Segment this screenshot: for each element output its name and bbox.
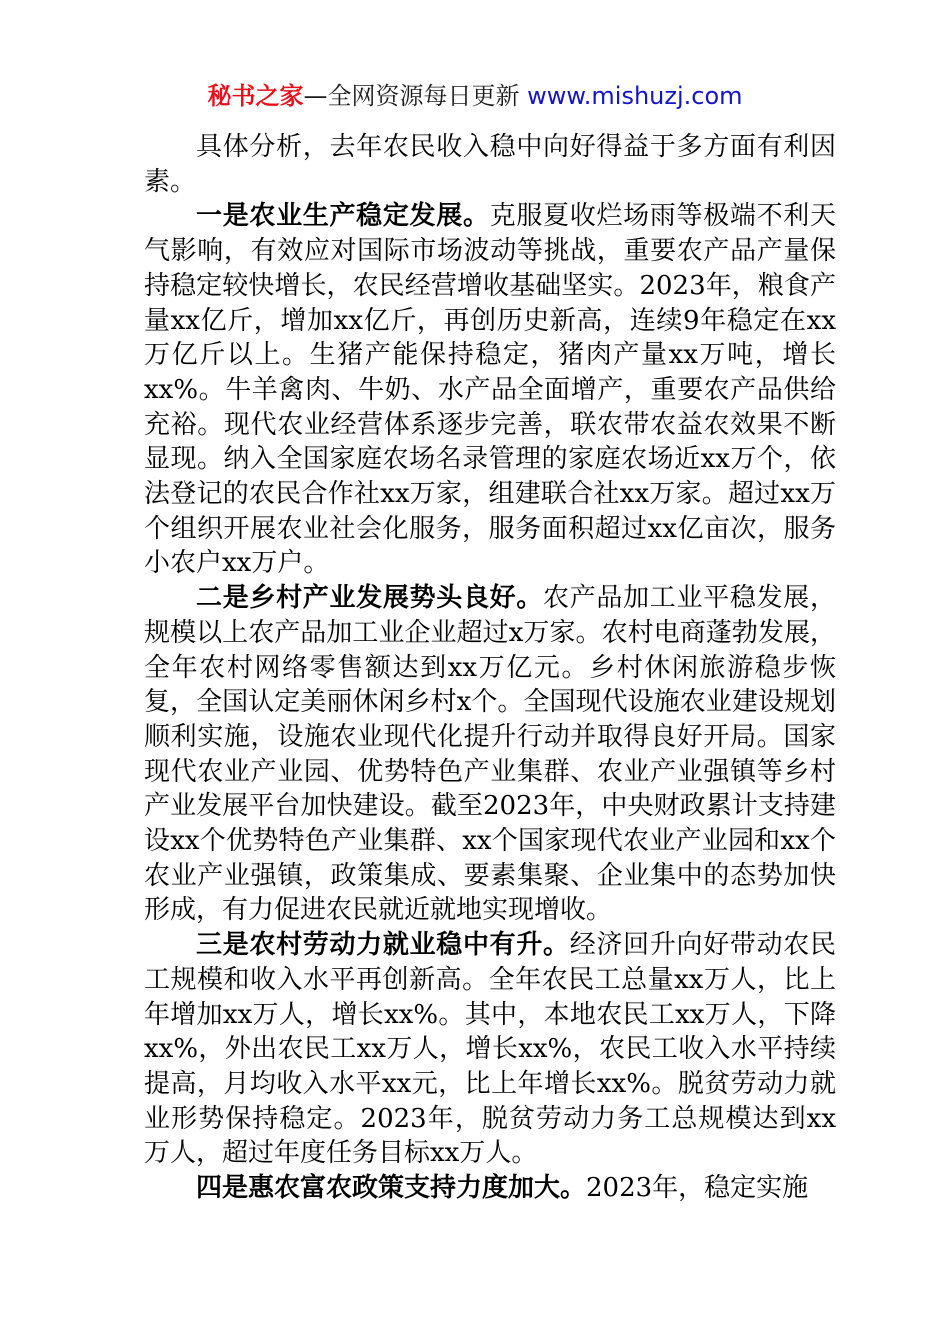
paragraph-intro bbox=[144, 130, 836, 199]
paragraph-lead: 三是农村劳动力就业稳中有升。 bbox=[196, 930, 570, 961]
site-header bbox=[0, 80, 950, 112]
paragraph-text: 具体分析，去年农民收入稳中向好得益于多方面有利因素。 bbox=[144, 132, 836, 197]
paragraph-text: 经济回升向好带动农民工规模和收入水平再创新高。全年农民工总量xx万人，比上年增加xx万人，增长xx%。其中，本地农民工xx万人，下降xx%，外出农民工xx万人，增长xx%，农民工收入水平持续提高，月均收入水平xx元，比上年增长xx%。脱贫劳动力就业形势保持稳定。2023年，脱贫劳动力务工总规模达到xx万人，超过年度任务目标xx万人。 bbox=[144, 930, 836, 1169]
paragraph-agriculture-production bbox=[144, 199, 836, 581]
site-url-link[interactable]: www.mishuzj.com bbox=[527, 82, 743, 110]
paragraph-rural-industry bbox=[144, 581, 836, 928]
paragraph-text: 2023年，稳定实施 bbox=[586, 1173, 809, 1204]
paragraph-rural-employment bbox=[144, 928, 836, 1171]
paragraph-policy-support bbox=[144, 1171, 836, 1206]
site-brand: 秘书之家 bbox=[207, 82, 304, 110]
site-tagline: —全网资源每日更新 bbox=[303, 82, 528, 110]
paragraph-lead: 一是农业生产稳定发展。 bbox=[196, 201, 490, 232]
paragraph-lead: 四是惠农富农政策支持力度加大。 bbox=[196, 1173, 587, 1204]
paragraph-text: 克服夏收烂场雨等极端不利天气影响，有效应对国际市场波动等挑战，重要农产品产量保持稳定较快增长，农民经营增收基础坚实。2023年，粮食产量xx亿斤，增加xx亿斤，再创历史新高，连续9年稳定在xx万亿斤以上。生猪产能保持稳定，猪肉产量xx万吨，增长xx%。牛羊禽肉、牛奶、水产品全面增产，重要农产品供给充裕。现代农业经营体系逐步完善，联农带农益农效果不断显现。纳入全国家庭农场名录管理的家庭农场近xx万个，依法登记的农民合作社xx万家，组建联合社xx万家。超过xx万个组织开展农业社会化服务，服务面积超过xx亿亩次，服务小农户xx万户。 bbox=[144, 201, 836, 579]
document-body bbox=[144, 130, 836, 1206]
paragraph-lead: 二是乡村产业发展势头良好。 bbox=[196, 583, 544, 614]
paragraph-text: 农产品加工业平稳发展，规模以上农产品加工业企业超过x万家。农村电商蓬勃发展，全年农村网络零售额达到xx万亿元。乡村休闲旅游稳步恢复，全国认定美丽休闲乡村x个。全国现代设施农业建设规划顺利实施，设施农业现代化提升行动并取得良好开局。国家现代农业产业园、优势特色产业集群、农业产业强镇等乡村产业发展平台加快建设。截至2023年，中央财政累计支持建设xx个优势特色产业集群、xx个国家现代农业产业园和xx个农业产业强镇，政策集成、要素集聚、企业集中的态势加快形成，有力促进农民就近就地实现增收。 bbox=[144, 583, 836, 926]
